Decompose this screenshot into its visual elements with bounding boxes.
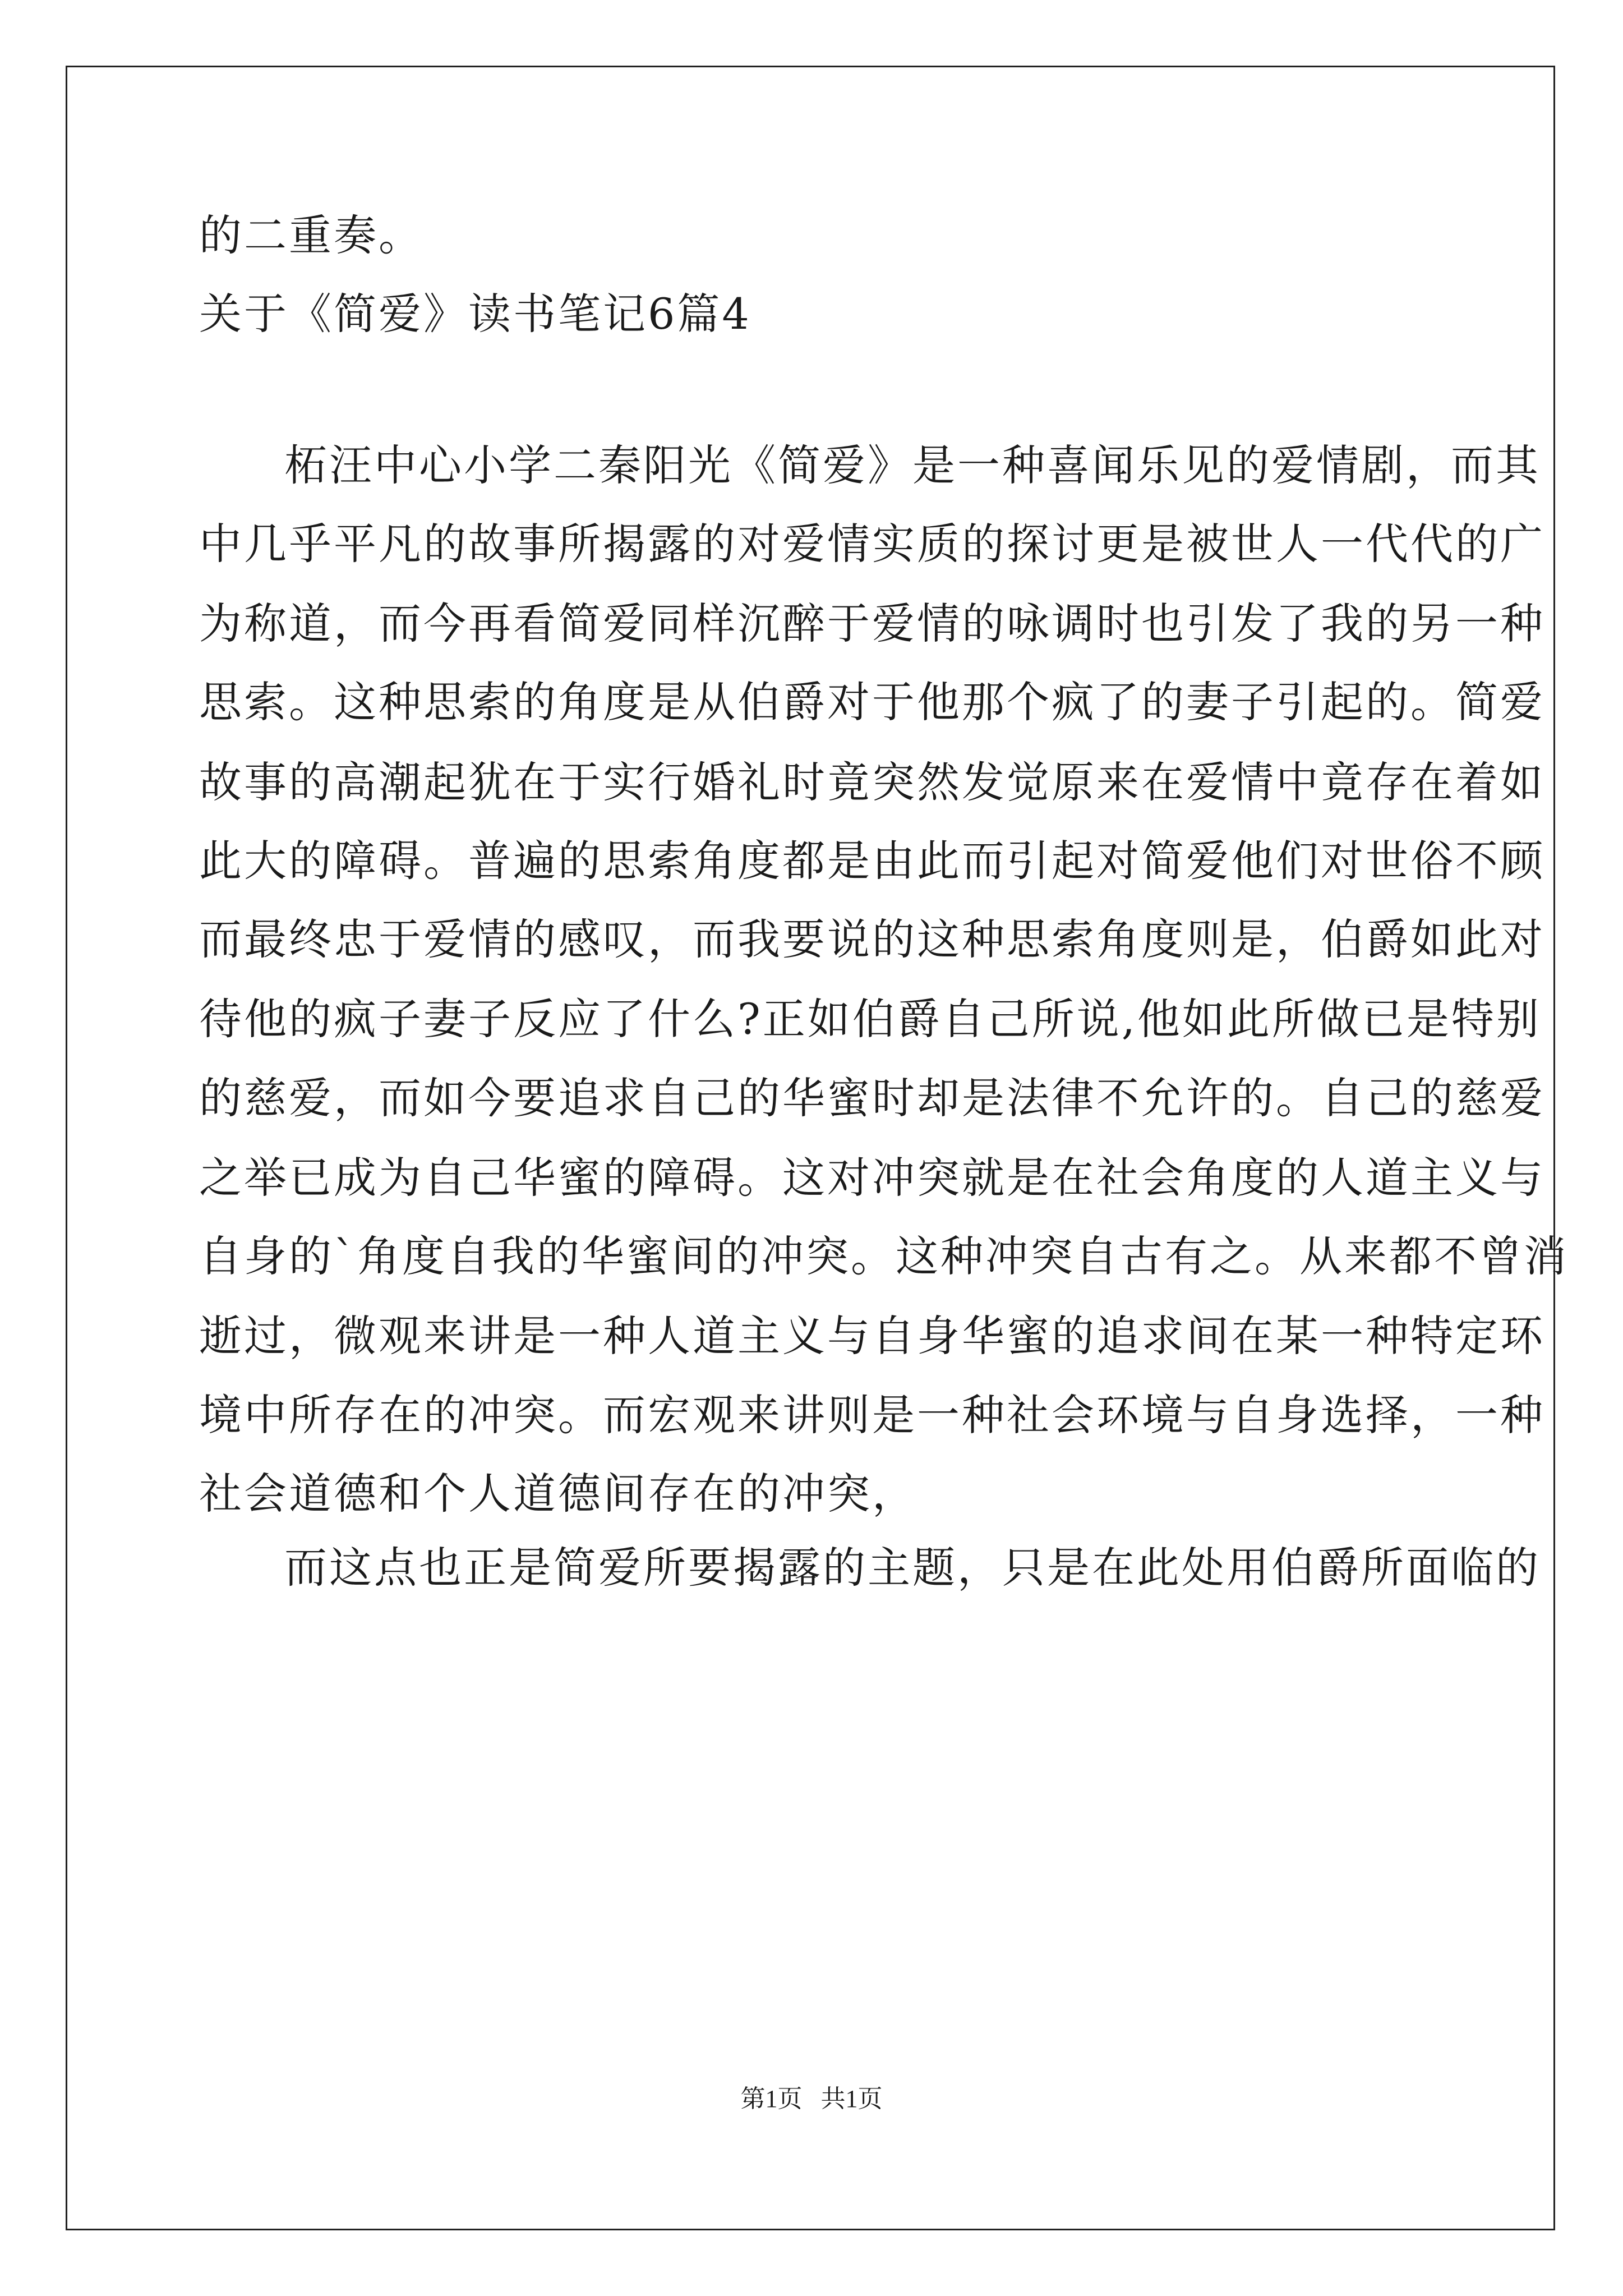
paragraph-line: 柘汪中心小学二秦阳光《简爱》是一种喜闻乐见的爱情剧，而其 <box>284 440 1541 490</box>
paragraph-line: 故事的高潮起犹在于实行婚礼时竟突然发觉原来在爱情中竟存在着如 <box>199 757 1545 807</box>
paragraph-line: 思索。这种思索的角度是从伯爵对于他那个疯了的妻子引起的。简爱 <box>199 677 1545 727</box>
page-border <box>66 66 1555 2230</box>
paragraph-line: 而这点也正是简爱所要揭露的主题，只是在此处用伯爵所面临的 <box>284 1543 1541 1593</box>
page-footer <box>0 2082 1623 2116</box>
paragraph-line: 逝过，微观来讲是一种人道主义与自身华蜜的追求间在某一种特定环 <box>199 1311 1545 1361</box>
paragraph-line: 自身的`角度自我的华蜜间的冲突。这种冲突自古有之。从来都不曾消 <box>199 1231 1569 1281</box>
text-line: 的二重奏。 <box>199 210 423 260</box>
paragraph-line: 的慈爱，而如今要追求自己的华蜜时却是法律不允许的。自己的慈爱 <box>199 1073 1545 1123</box>
paragraph-line: 社会道德和个人道德间存在的冲突， <box>199 1469 917 1519</box>
section-heading: 关于《简爱》读书笔记6篇4 <box>199 289 751 339</box>
paragraph-line: 为称道，而今再看简爱同样沉醉于爱情的咏调时也引发了我的另一种 <box>199 599 1545 648</box>
footer-spacer <box>803 2085 821 2113</box>
paragraph-line: 之举已成为自己华蜜的障碍。这对冲突就是在社会角度的人道主义与 <box>199 1153 1545 1203</box>
paragraph-line: 而最终忠于爱情的感叹，而我要说的这种思索角度则是，伯爵如此对 <box>199 914 1545 964</box>
paragraph-line: 待他的疯子妻子反应了什么?正如伯爵自己所说,他如此所做已是特别 <box>199 994 1541 1044</box>
page-total: 共1页 <box>820 2085 883 2113</box>
page-number: 第1页 <box>740 2085 803 2113</box>
paragraph-line: 境中所存在的冲突。而宏观来讲则是一种社会环境与自身选择，一种 <box>199 1390 1545 1440</box>
paragraph-line: 此大的障碍。普遍的思索角度都是由此而引起对简爱他们对世俗不顾 <box>199 836 1545 886</box>
paragraph-line: 中几乎平凡的故事所揭露的对爱情实质的探讨更是被世人一代代的广 <box>199 519 1545 569</box>
